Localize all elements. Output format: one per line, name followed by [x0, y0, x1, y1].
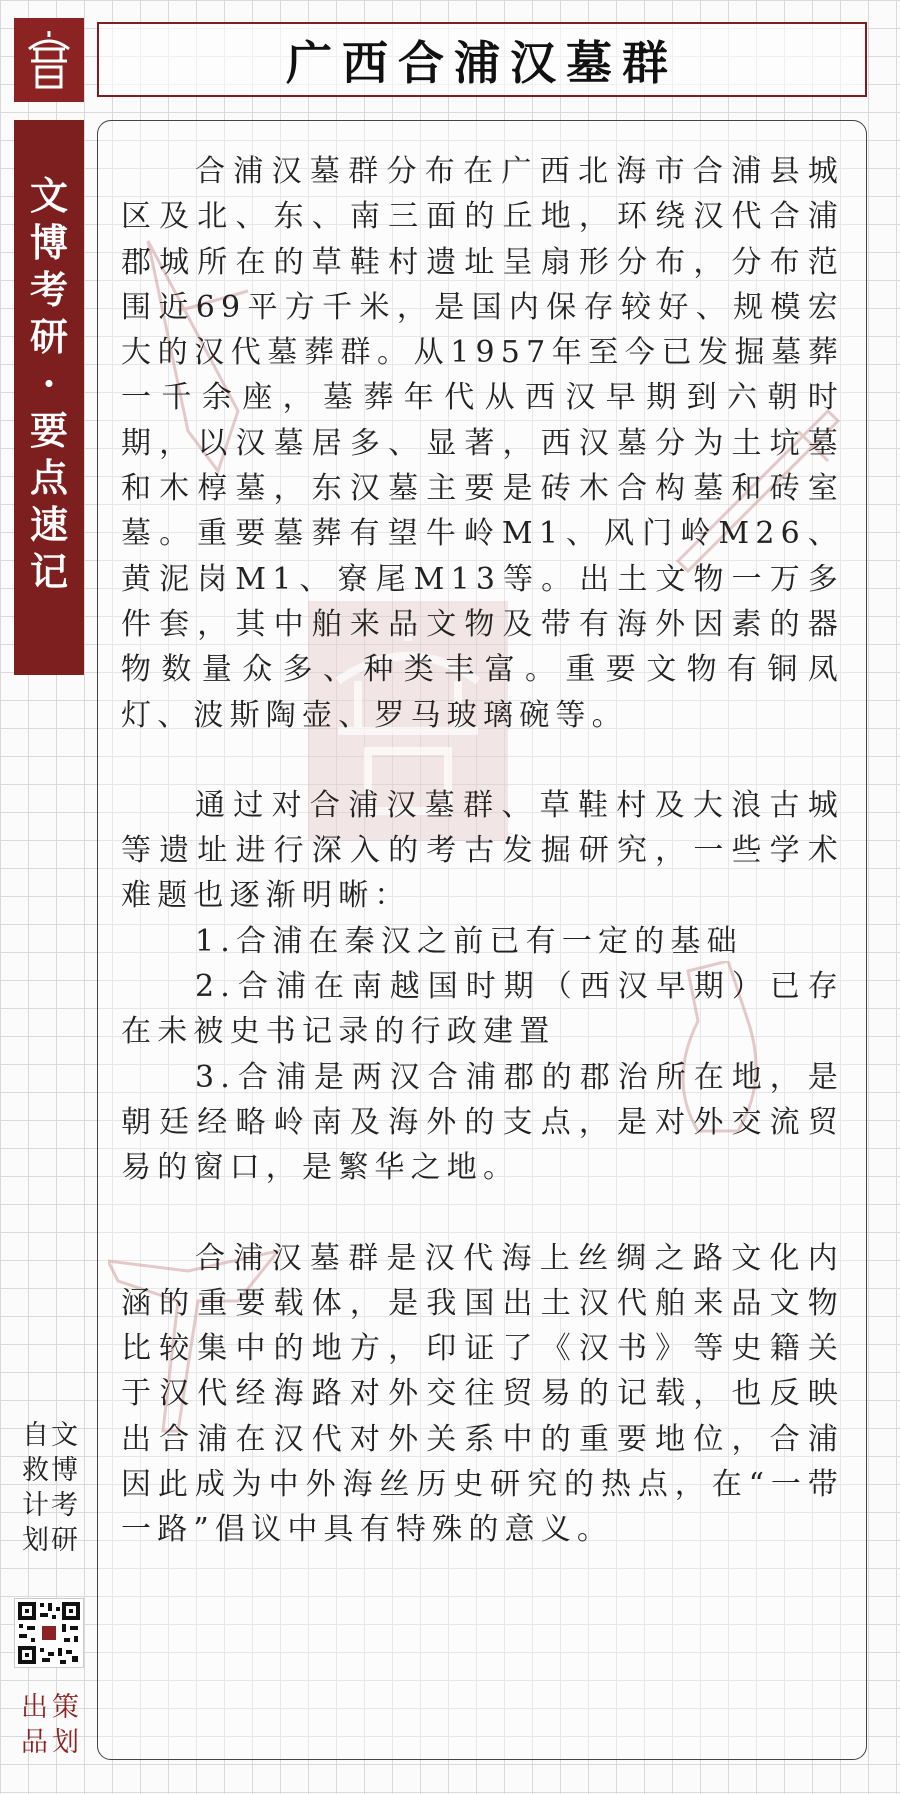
- planner-label-column: [21, 1690, 48, 1760]
- project-label-column: [51, 1418, 78, 1558]
- banner-char: ·: [42, 361, 56, 406]
- project-label-column: [22, 1418, 49, 1558]
- project-label-char: 文: [51, 1420, 78, 1451]
- paragraph: 合浦汉墓群分布在广西北海市合浦县城区及北、东、南三面的丘地，环绕汉代合浦郡城所在的草鞋村遗址呈扇形分布，分布范围近69平方千米，是国内保存较好、规模宏大的汉代墓葬群。从1957年至今已发掘墓葬一千余座，墓葬年代从西汉早期到六朝时期，以汉墓居多、显著，西汉墓分为土坑墓和木椁墓，东汉墓主要是砖木合构墓和砖室墓。重要墓葬有望牛岭M1、风门岭M26、黄泥岗M1、寮尾M13等。出土文物一万多件套，其中舶来品文物及带有海外因素的器物数量众多、种类丰富。重要文物有铜凤灯、波斯陶壶、罗马玻璃碗等。: [121, 154, 844, 733]
- planner-label-char: 策: [52, 1692, 79, 1723]
- qr-code[interactable]: [14, 1598, 84, 1668]
- planner-label-char: 划: [52, 1727, 79, 1758]
- pavilion-logo-icon: [23, 27, 75, 93]
- list-item: 3.合浦是两汉合浦郡的郡治所在地，是朝廷经略岭南及海外的支点，是对外交流贸易的窗口，是繁华之地。: [121, 1059, 844, 1186]
- banner-char: 记: [29, 549, 68, 594]
- planner-label: [16, 1690, 84, 1760]
- banner-char: 研: [29, 314, 68, 359]
- banner-char: 点: [29, 455, 68, 500]
- list-item: 1.合浦在秦汉之前已有一定的基础: [195, 923, 743, 959]
- planner-label-char: 出: [21, 1692, 48, 1723]
- list-item: 2.合浦在南越国时期（西汉早期）已存在未被史书记录的行政建置: [121, 969, 844, 1050]
- planner-label-char: 品: [21, 1727, 48, 1758]
- project-label-char: 划: [22, 1525, 49, 1556]
- project-label: [14, 1418, 86, 1558]
- paragraph: 合浦汉墓群是汉代海上丝绸之路文化内涵的重要载体，是我国出土汉代舶来品文物比较集中的地方，印证了《汉书》等史籍关于汉代经海路对外交往贸易的记载，也反映出合浦在汉代对外关系中的重要地位，合浦因此成为中外海丝历史研究的热点，在“一带一路”倡议中具有特殊的意义。: [121, 1240, 844, 1548]
- banner-char: 要: [29, 408, 68, 453]
- project-label-char: 救: [22, 1455, 49, 1486]
- sidebar-banner: [14, 120, 84, 675]
- banner-char: 博: [29, 220, 68, 265]
- qr-code-icon: [15, 1599, 83, 1667]
- logo: [14, 18, 84, 102]
- project-label-char: 计: [22, 1490, 49, 1521]
- article-body: [98, 121, 866, 1553]
- banner-char: 考: [29, 267, 68, 312]
- title-box: [97, 22, 867, 97]
- project-label-char: 博: [51, 1455, 78, 1486]
- planner-label-column: [52, 1690, 79, 1760]
- banner-char: 文: [29, 173, 68, 218]
- banner-char: 速: [29, 502, 68, 547]
- page-title: 广西合浦汉墓群: [286, 35, 678, 90]
- project-label-char: 自: [22, 1420, 49, 1451]
- paragraph: 通过对合浦汉墓群、草鞋村及大浪古城等遗址进行深入的考古发掘研究，一些学术难题也逐渐明晰：: [121, 787, 844, 914]
- project-label-char: 研: [51, 1525, 78, 1556]
- content-panel: [97, 120, 867, 1760]
- project-label-char: 考: [51, 1490, 78, 1521]
